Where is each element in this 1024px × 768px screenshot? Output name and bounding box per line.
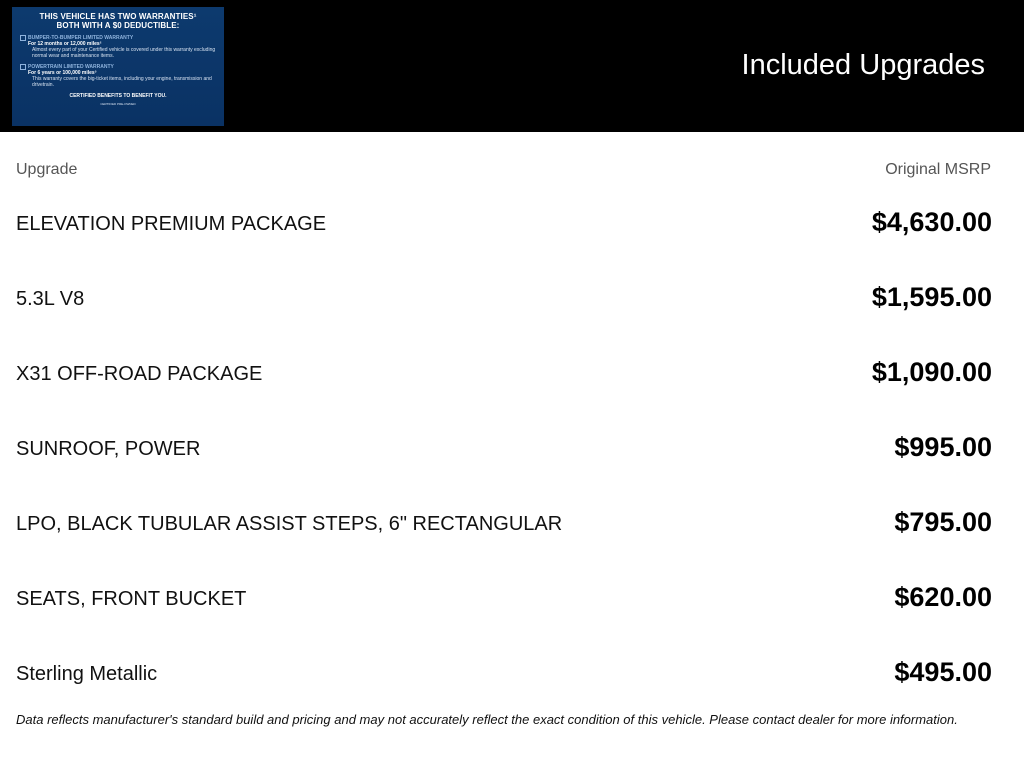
warranty1-desc: Almost every part of your Certified vehicle is covered under this warranty excluding normal wear and maintenance items. [32, 47, 216, 59]
upgrade-name: SEATS, FRONT BUCKET [16, 588, 247, 610]
upgrade-price: $1,090.00 [871, 357, 992, 387]
upgrade-name: Sterling Metallic [16, 663, 158, 685]
brand-logos: CERTIFIED PRE-OWNED [100, 102, 136, 106]
table-row [0, 272, 1024, 347]
table-row [0, 347, 1024, 422]
upgrade-name: ELEVATION PREMIUM PACKAGE [16, 213, 327, 235]
thumbnail-title [20, 12, 216, 30]
warranty-item-powertrain [20, 64, 216, 88]
upgrade-price: $1,595.00 [871, 282, 992, 312]
table-row [0, 197, 1024, 272]
upgrade-name: 5.3L V8 [16, 288, 85, 310]
warranty2-desc: This warranty covers the big-ticket items, including your engine, transmission and drivetrain. [32, 76, 212, 88]
warranty2-name: POWERTRAIN LIMITED WARRANTY [28, 64, 114, 70]
table-row [0, 422, 1024, 497]
checkbox-icon [20, 64, 26, 70]
table-row [0, 572, 1024, 647]
upgrade-name: X31 OFF-ROAD PACKAGE [16, 363, 263, 385]
upgrade-price: $620.00 [894, 582, 992, 612]
thumbnail-title-line1: THIS VEHICLE HAS TWO WARRANTIES¹ [39, 12, 197, 21]
upgrade-name: LPO, BLACK TUBULAR ASSIST STEPS, 6" RECTANGULAR [16, 513, 563, 535]
checkbox-icon [20, 35, 26, 41]
upgrade-price: $795.00 [894, 507, 992, 537]
warranty1-term: For 12 months or 12,000 miles² [28, 41, 102, 47]
warranty2-term: For 6 years or 100,000 miles³ [28, 70, 97, 76]
column-header-upgrade: Upgrade [16, 161, 78, 178]
warranty1-name: BUMPER-TO-BUMPER LIMITED WARRANTY [28, 35, 134, 41]
upgrade-price: $495.00 [894, 657, 992, 687]
thumbnail-title-line2: BOTH WITH A $0 DEDUCTIBLE: [56, 21, 180, 30]
page-title: Included Upgrades [741, 49, 985, 81]
disclaimer-text: Data reflects manufacturer's standard build and pricing and may not accurately reflect the exact condition of this vehicle. Please contact dealer for more information. [16, 712, 958, 727]
upgrades-list [0, 197, 1024, 722]
page-header [0, 0, 1024, 132]
table-row [0, 497, 1024, 572]
warranty-thumbnail[interactable] [12, 7, 224, 126]
warranty-item-bumper [20, 35, 216, 59]
upgrade-price: $4,630.00 [871, 207, 992, 237]
thumbnail-tagline: CERTIFIED BENEFITS TO BENEFIT YOU. [69, 93, 167, 99]
upgrade-name: SUNROOF, POWER [16, 438, 201, 460]
column-header-msrp: Original MSRP [885, 161, 991, 178]
upgrade-price: $995.00 [894, 432, 992, 462]
